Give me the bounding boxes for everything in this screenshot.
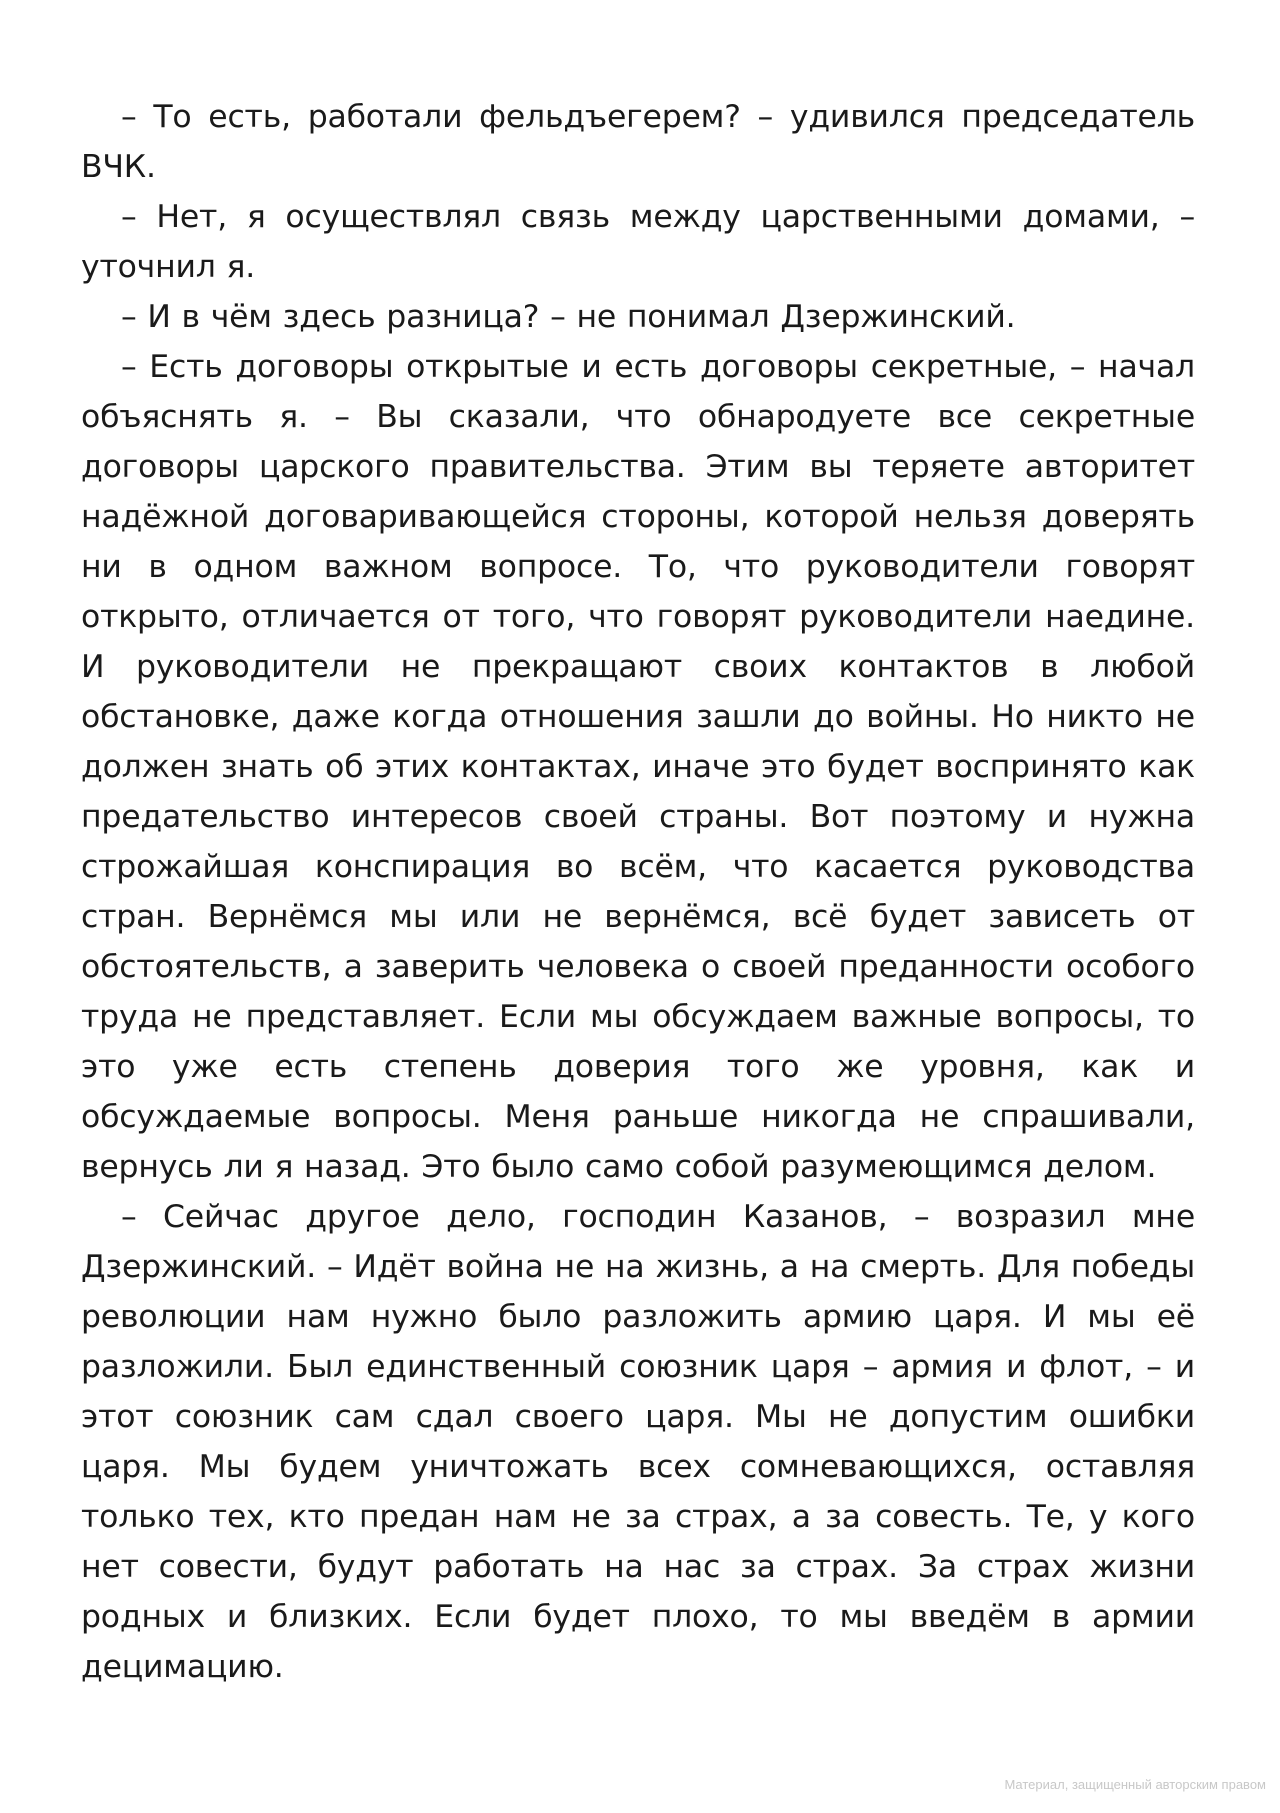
paragraph-5: – Сейчас другое дело, господин Казанов, – возразил мне Дзержинский. – Идёт война не на жизнь, а на смерть. Для победы революции нам нужно было разложить армию царя. И мы её разложили. Был единственный союзник царя – армия и флот, – и этот союзник сам сдал своего царя. Мы не допустим ошибки царя. Мы будем уничтожать всех сомневающихся, оставляя только тех, кто предан нам не за страх, а за совесть. Те, у кого нет совести, будут работать на нас за страх. За страх жизни родных и близких. Если будет плохо, то мы введём в армии децимацию. <box>81 1199 1195 1685</box>
paragraph-2: – Нет, я осуществлял связь между царственными домами, – уточнил я. <box>81 199 1195 285</box>
book-page-text <box>81 92 1195 1692</box>
paragraph-3: – И в чём здесь разница? – не понимал Дзержинский. <box>121 299 1016 335</box>
copyright-watermark: Материал, защищенный авторским правом <box>1004 1777 1266 1792</box>
paragraph-4: – Есть договоры открытые и есть договоры секретные, – начал объяснять я. – Вы сказали, что обнародуете все секретные договоры царского правительства. Этим вы теряете авторитет надёжной договаривающейся стороны, которой нельзя доверять ни в одном важном вопросе. То, что руководители говорят открыто, отличается от того, что говорят руководители наедине. И руководители не прекращают своих контактов в любой обстановке, даже когда отношения зашли до войны. Но никто не должен знать об этих контактах, иначе это будет воспринято как предательство интересов своей страны. Вот поэтому и нужна строжайшая конспирация во всём, что касается руководства стран. Вернёмся мы или не вернёмся, всё будет зависеть от обстоятельств, а заверить человека о своей преданности особого труда не представляет. Если мы обсуждаем важные вопросы, то это уже есть степень доверия того же уровня, как и обсуждаемые вопросы. Меня раньше никогда не спрашивали, вернусь ли я назад. Это было само собой разумеющимся делом. <box>81 349 1195 1185</box>
paragraph-1: – То есть, работали фельдъегерем? – удивился председатель ВЧК. <box>81 99 1195 185</box>
